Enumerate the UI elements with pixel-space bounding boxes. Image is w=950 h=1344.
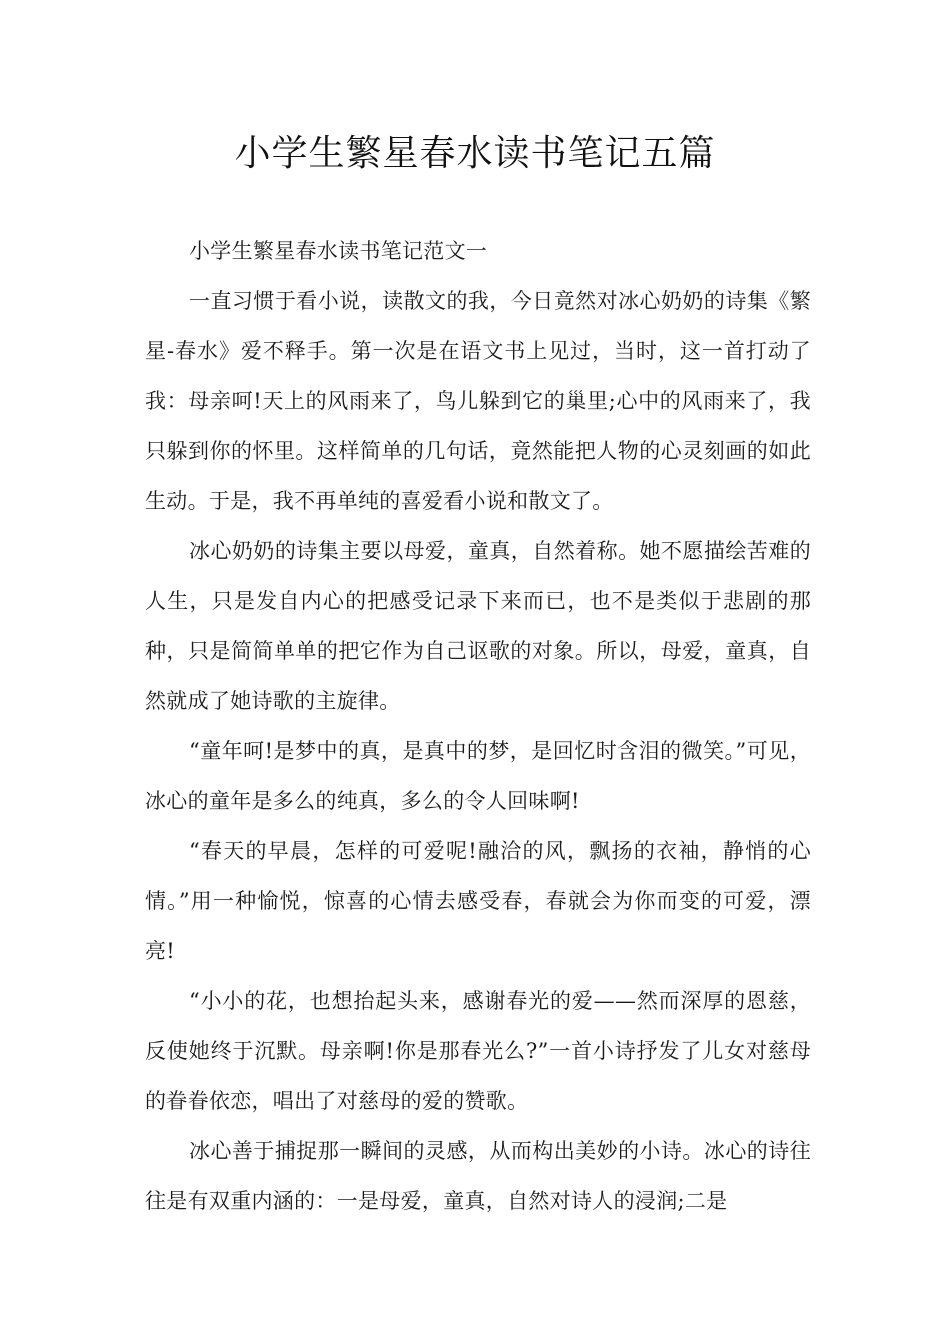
paragraph: “小小的花，也想抬起头来，感谢春光的爱——然而深厚的恩慈，反使她终于沉默。母亲啊!你是那春光么?”一首小诗抒发了儿女对慈母的眷眷依恋，唱出了对慈母的爱的赞歌。 [145,989,811,1113]
paragraph: “童年呵!是梦中的真，是真中的梦，是回忆时含泪的微笑。”可见，冰心的童年是多么的纯真，多么的令人回味啊! [145,739,811,813]
document-body [145,226,811,1226]
paragraph: 冰心奶奶的诗集主要以母爱，童真，自然着称。她不愿描绘苦难的人生，只是发自内心的把感受记录下来而已，也不是类似于悲剧的那种，只是简简单单的把它作为自己讴歌的对象。所以，母爱，童真，自然就成了她诗歌的主旋律。 [145,539,811,713]
paragraph: “春天的早晨，怎样的可爱呢!融洽的风，飘扬的衣袖，静悄的心情。”用一种愉悦，惊喜的心情去感受春，春就会为你而变的可爱，漂亮! [145,839,811,963]
document-title: 小学生繁星春水读书笔记五篇 [234,133,716,174]
paragraph: 冰心善于捕捉那一瞬间的灵感，从而构出美妙的小诗。冰心的诗往往是有双重内涵的：一是母爱，童真，自然对诗人的浸润;二是 [145,1139,811,1213]
section-heading: 小学生繁星春水读书笔记范文一 [189,239,488,263]
paragraph: 一直习惯于看小说，读散文的我，今日竟然对冰心奶奶的诗集《繁星-春水》爱不释手。第一次是在语文书上见过，当时，这一首打动了我：母亲呵!天上的风雨来了，鸟儿躲到它的巢里;心中的风雨来了，我只躲到你的怀里。这样简单的几句话，竟然能把人物的心灵刻画的如此生动。于是，我不再单纯的喜爱看小说和散文了。 [145,289,811,513]
